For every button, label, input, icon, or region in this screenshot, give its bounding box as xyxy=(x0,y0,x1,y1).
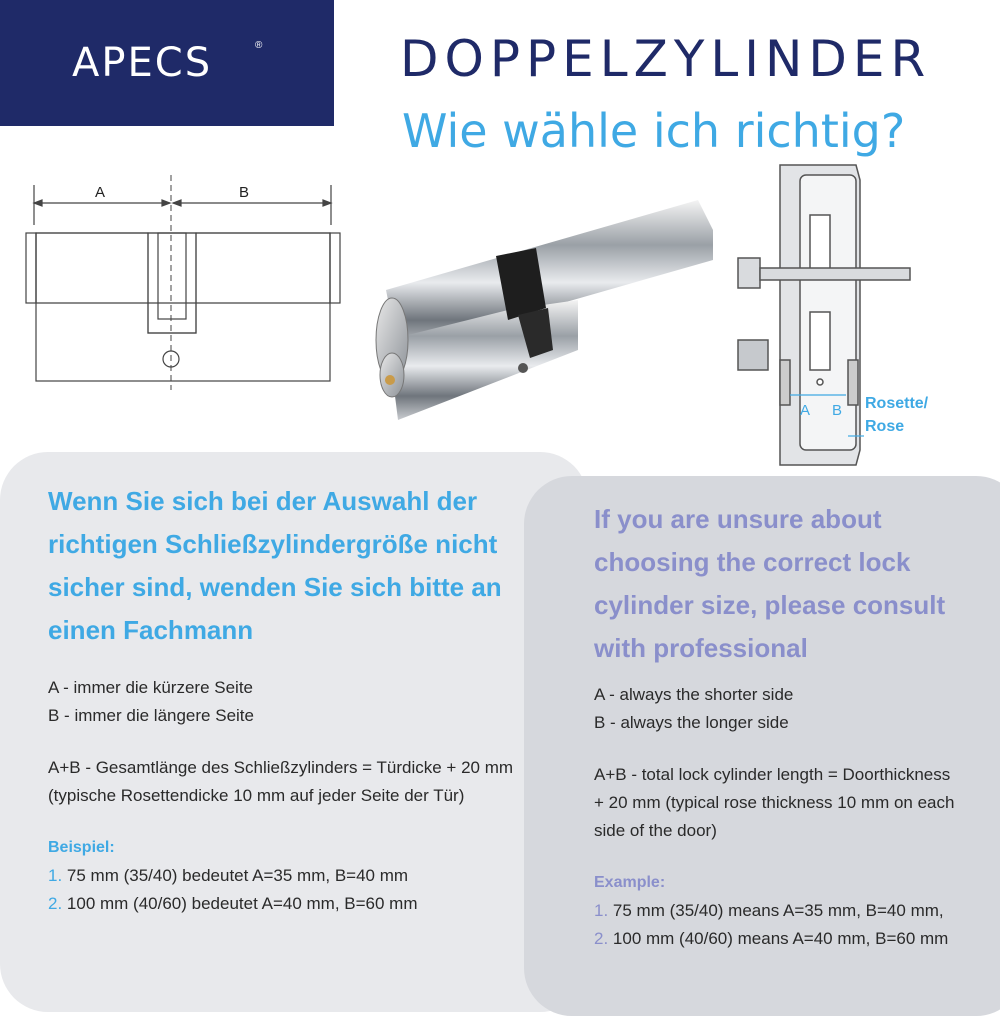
brand-logo: APECS xyxy=(72,40,213,86)
english-example-1-text: 75 mm (35/40) means A=35 mm, B=40 mm, xyxy=(612,901,944,920)
english-formula-3: side of the door) xyxy=(594,821,717,840)
german-line-a: A - immer die kürzere Seite xyxy=(48,678,254,697)
english-example-2-text: 100 mm (40/60) means A=40 mm, B=60 mm xyxy=(612,929,949,948)
logo-box xyxy=(0,0,334,126)
diagram-label-a: A xyxy=(94,184,106,201)
english-line-a: A - always the shorter side xyxy=(594,685,794,704)
german-line-b: B - immer die längere Seite xyxy=(48,706,254,725)
door-label-b: B xyxy=(832,402,843,419)
rosette-label-2: Rose xyxy=(865,418,905,435)
english-example-label: Example: xyxy=(594,874,666,891)
cylinder-product-image xyxy=(368,190,718,430)
diagram-label-b: B xyxy=(238,184,250,201)
registered-mark: ® xyxy=(255,40,263,51)
page-title: DOPPELZYLINDER xyxy=(400,30,932,88)
english-formula-1: A+B - total lock cylinder length = Doorthickness xyxy=(594,765,951,784)
german-example-1-num: 1. xyxy=(48,866,63,885)
german-example-2-text: 100 mm (40/60) bedeutet A=40 mm, B=60 mm xyxy=(66,894,418,913)
german-example-2-num: 2. xyxy=(48,894,63,913)
english-example-2 xyxy=(594,925,974,953)
german-example-2 xyxy=(48,890,528,918)
english-example-2-num: 2. xyxy=(594,929,609,948)
page-subtitle: Wie wähle ich richtig? xyxy=(402,104,906,158)
german-formula-1: A+B - Gesamtlänge des Schließzylinders = Türdicke + 20 mm xyxy=(48,758,514,777)
english-body xyxy=(594,681,974,953)
german-example-1-text: 75 mm (35/40) bedeutet A=35 mm, B=40 mm xyxy=(66,866,409,885)
german-formula-2: (typische Rosettendicke 10 mm auf jeder Seite der Tür) xyxy=(48,786,465,805)
german-body xyxy=(48,674,528,918)
english-heading: If you are unsure about choosing the correct lock cylinder size, please consult with professional xyxy=(594,504,946,663)
door-section-diagram xyxy=(728,160,1000,470)
cylinder-technical-drawing xyxy=(18,175,348,395)
german-heading: Wenn Sie sich bei der Auswahl der richtigen Schließzylindergröße nicht sicher sind, wenden Sie sich bitte an einen Fachmann xyxy=(48,486,502,645)
english-line-b: B - always the longer side xyxy=(594,713,789,732)
door-label-a: A xyxy=(800,402,811,419)
english-formula-2: + 20 mm (typical rose thickness 10 mm on each xyxy=(594,793,955,812)
german-example-label: Beispiel: xyxy=(48,839,115,856)
english-example-1-num: 1. xyxy=(594,901,609,920)
rosette-label-1: Rosette/ xyxy=(865,395,929,412)
german-example-1 xyxy=(48,862,528,890)
english-example-1 xyxy=(594,897,974,925)
